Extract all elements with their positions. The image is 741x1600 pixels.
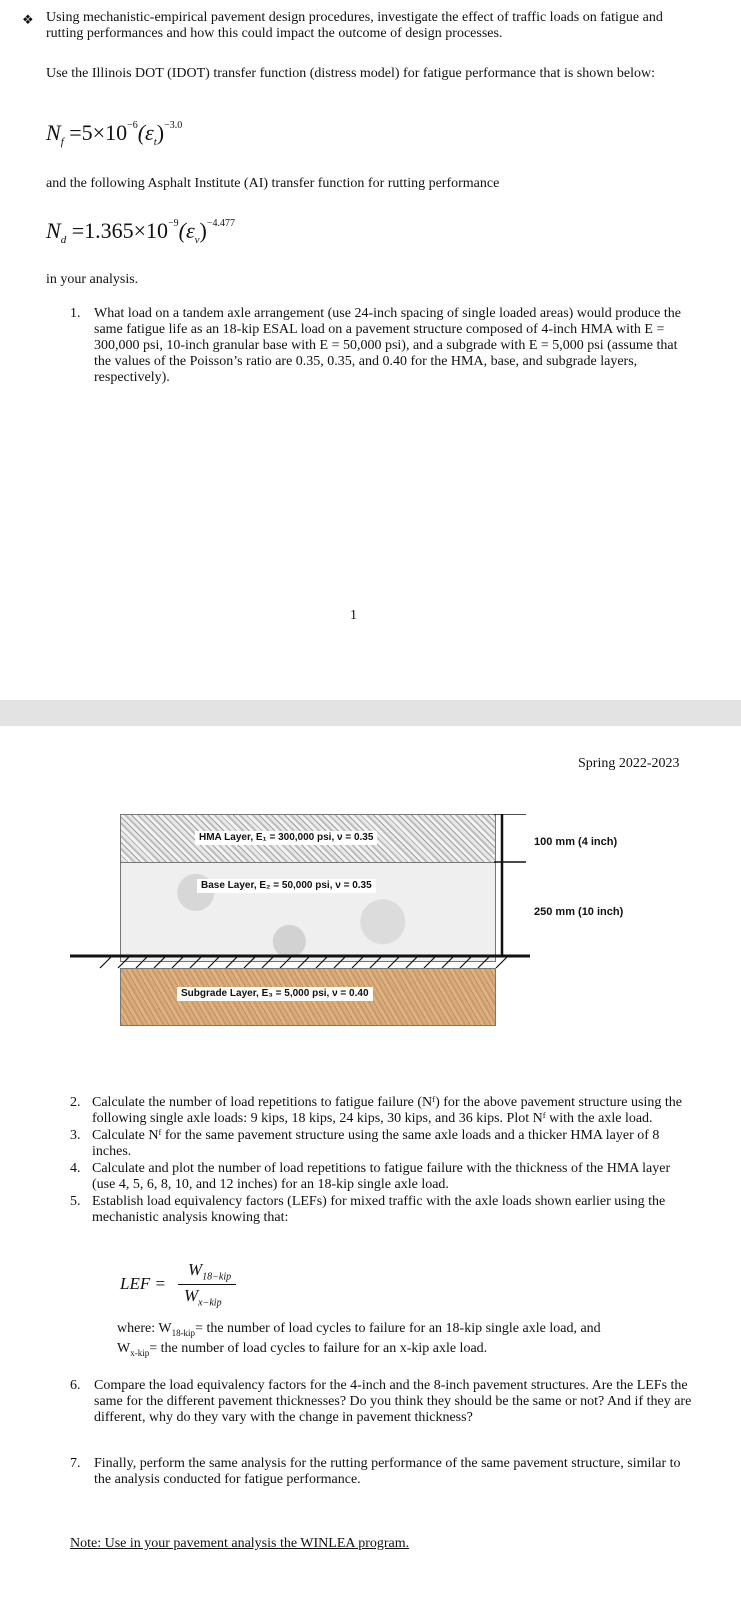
diamond-bullet-icon: ❖ — [22, 12, 34, 27]
base-layer-label: Base Layer, E₂ = 50,000 psi, ν = 0.35 — [197, 879, 376, 893]
base-thickness-label: 250 mm (10 inch) — [534, 906, 624, 918]
fatigue-formula — [46, 118, 182, 150]
rutting-formula — [46, 216, 235, 248]
lef-lhs: LEF = — [120, 1274, 166, 1293]
page-1 — [0, 0, 741, 700]
where-w18-sub: 18-kip — [171, 1327, 196, 1338]
rutting-lhs-sub: d — [60, 234, 67, 246]
list-item — [70, 1095, 690, 1127]
where-w18: where: W — [117, 1321, 172, 1336]
use-idot-paragraph: Use the Illinois DOT (IDOT) transfer function (distress model) for fatigue performance that is shown below: — [46, 66, 655, 81]
fatigue-close: ) — [156, 120, 165, 145]
item-3-number: 3. — [70, 1128, 81, 1143]
item-5-text: Establish load equivalency factors (LEFs) for mixed traffic with the axle loads shown earlier using the mechanistic analysis knowing that: — [92, 1194, 666, 1225]
where-definition — [117, 1321, 697, 1361]
lef-den-sub: x−kip — [198, 1297, 222, 1309]
subgrade-layer-label: Subgrade Layer, E₃ = 5,000 psi, ν = 0.40 — [177, 987, 373, 1001]
where-line-1 — [117, 1321, 697, 1341]
thickness-dimension-lines — [490, 814, 530, 964]
item-5-number: 5. — [70, 1194, 81, 1209]
item-2-text: Calculate the number of load repetitions to fatigue failure (Nᶠ) for the above pavement structure using the following single axle loads: 9 kips, 18 kips, 24 kips, 30 kips, and 36 kips. Plot Nᶠ with the axle load. — [92, 1095, 682, 1126]
subgrade-layer — [120, 968, 496, 1026]
list-item — [70, 1128, 690, 1160]
semester-header: Spring 2022-2023 — [578, 756, 680, 771]
hma-layer-label: HMA Layer, E₁ = 300,000 psi, ν = 0.35 — [195, 831, 377, 845]
where-w18-desc: = the number of load cycles to failure for an 18-kip single axle load, and — [195, 1321, 601, 1336]
fatigue-eps-sub: t — [153, 136, 157, 148]
lef-num-w: W — [188, 1260, 203, 1279]
list-item — [70, 1161, 690, 1193]
item-4-number: 4. — [70, 1161, 81, 1176]
where-wx: W — [117, 1340, 131, 1356]
item-2-number: 2. — [70, 1095, 81, 1110]
fatigue-lhs-sub: f — [60, 136, 64, 148]
fatigue-power: −3.0 — [164, 120, 183, 131]
page-2 — [0, 726, 741, 1600]
pavement-diagram — [70, 814, 530, 1044]
question-list — [70, 1095, 690, 1226]
rutting-power: −4.477 — [206, 218, 236, 229]
item-4-text: Calculate and plot the number of load repetitions to fatigue failure with the thickness of the HMA layer (use 4, 5, 6, 8, 10, and 12 inches) for an 18-kip single axle load. — [92, 1161, 671, 1192]
fatigue-lhs: N — [46, 120, 61, 145]
lef-numerator — [188, 1262, 231, 1285]
fatigue-exp: −6 — [127, 120, 138, 131]
where-wx-desc: = the number of load cycles to failure for an x-kip axle load. — [149, 1340, 488, 1356]
page-separator — [0, 700, 741, 726]
rutting-exp: −9 — [168, 218, 179, 229]
hma-layer — [120, 814, 496, 864]
item-6-text: Compare the load equivalency factors for the 4-inch and the 8-inch pavement structures. Are the LEFs the same for the different pavement thicknesses? Do you think they should be the same or not? And if they are different, why do they vary with the change in pavement thickness? — [94, 1378, 692, 1425]
where-line-2 — [117, 1341, 697, 1361]
and-ai-paragraph: and the following Asphalt Institute (AI) transfer function for rutting performance — [46, 176, 500, 191]
fatigue-eps: (ε — [137, 120, 154, 145]
where-wx-sub: x-kip — [130, 1347, 150, 1358]
fatigue-coef: =5×10 — [69, 120, 128, 145]
list-item — [70, 1194, 690, 1226]
item-1-text: What load on a tandem axle arrangement (use 24-inch spacing of single loaded areas) would produce the same fatigue life as an 18-kip ESAL load on a pavement structure composed of 4-inch HMA with E = 300,000 psi, 10-inch granular base with E = 50,000 psi), and a subgrade with E = 5,000 psi (assume that the values of the Poisson’s ratio are 0.35, 0.35, and 0.40 for the HMA, base, and subgrade layers, respectively). — [94, 306, 682, 385]
in-analysis-text: in your analysis. — [46, 272, 139, 287]
rutting-lhs: N — [46, 218, 61, 243]
lef-num-sub: 18−kip — [202, 1271, 232, 1283]
winlea-note: Note: Use in your pavement analysis the WINLEA program. — [70, 1536, 410, 1551]
hma-thickness-label: 100 mm (4 inch) — [534, 836, 618, 848]
rutting-close: ) — [199, 218, 207, 243]
item-6-number: 6. — [70, 1378, 81, 1393]
item-3-text: Calculate Nᶠ for the same pavement structure using the same axle loads and a thicker HMA layer of 8 inches. — [92, 1128, 660, 1159]
item-1-number: 1. — [70, 306, 81, 321]
page-number: 1 — [350, 608, 357, 623]
rutting-eps-sub: v — [194, 234, 200, 246]
rutting-coef: =1.365×10 — [71, 218, 169, 243]
item-7-number: 7. — [70, 1456, 81, 1471]
rutting-eps: (ε — [178, 218, 195, 243]
item-7-text: Finally, perform the same analysis for the rutting performance of the same pavement structure, similar to the analysis conducted for fatigue performance. — [94, 1456, 681, 1487]
base-layer — [120, 862, 496, 962]
intro-paragraph: Using mechanistic-empirical pavement design procedures, investigate the effect of traffic loads on fatigue and rutting performances and how this could impact the outcome of design processes. — [46, 10, 663, 41]
lef-denominator — [184, 1288, 222, 1311]
lef-den-w: W — [184, 1286, 199, 1305]
lef-fraction-bar — [178, 1284, 236, 1285]
